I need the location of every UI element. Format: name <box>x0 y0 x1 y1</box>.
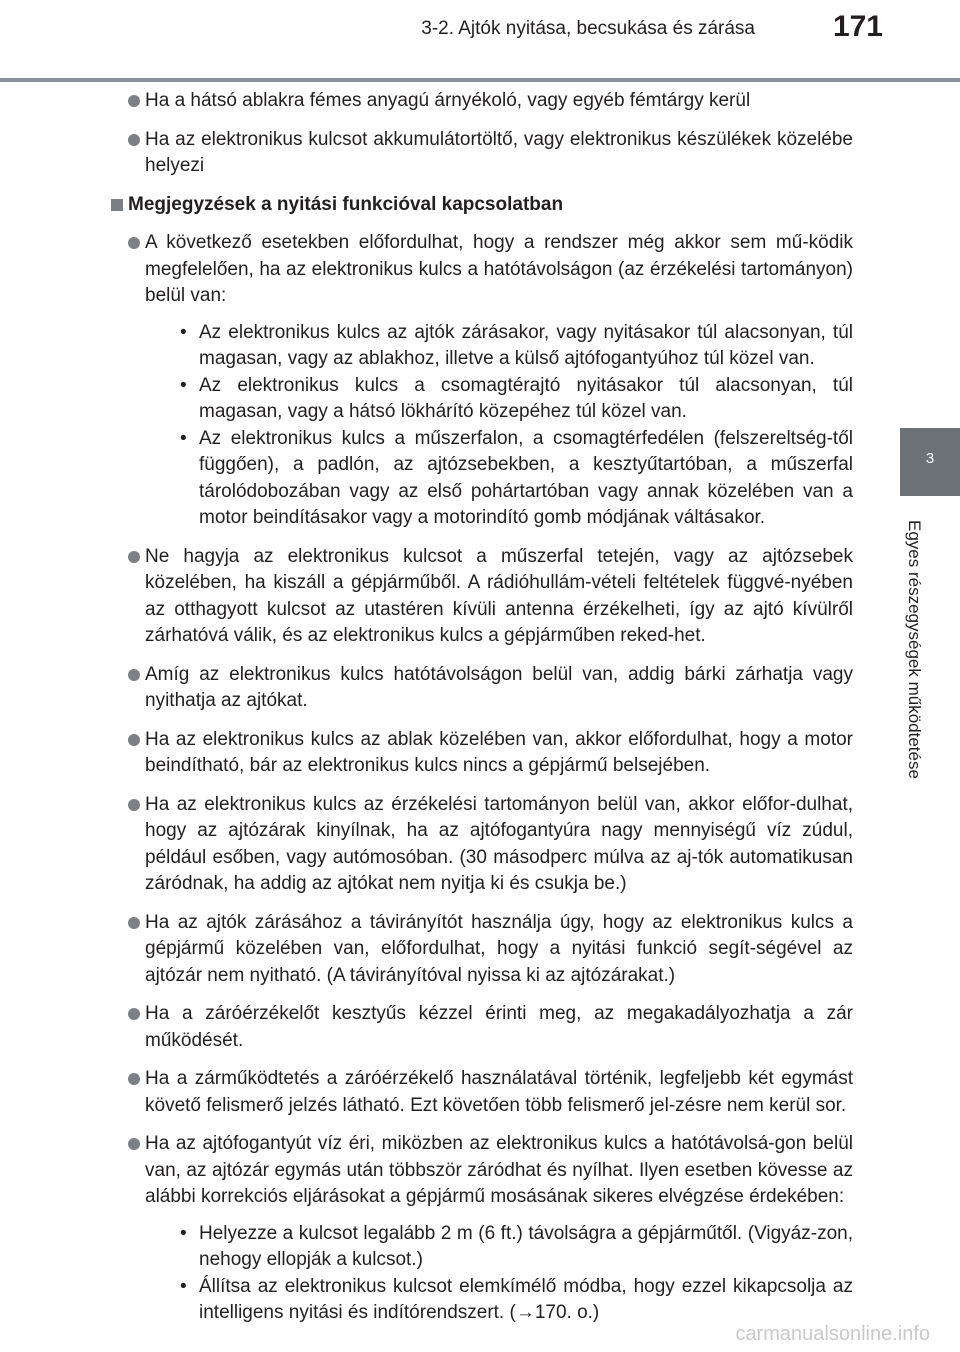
bullet-dot-icon <box>128 917 140 929</box>
sub-bullet-mark: • <box>180 1222 187 1244</box>
sub-bullet-mark: • <box>180 427 187 449</box>
sub-list <box>145 1221 853 1327</box>
list-item: Ha a zárműködtetés a záróérzékelő használatával történik, legfeljebb két egymást követő felismerő jelzés látható. Ezt követően több felismerő jel-zésre nem kerül sor. <box>110 1066 853 1119</box>
chapter-title-vertical: Egyes részegységek működtetése <box>905 520 924 779</box>
square-bullet-icon <box>111 199 123 211</box>
chapter-number: 3 <box>925 450 935 467</box>
sub-bullet-mark: • <box>180 1275 187 1297</box>
sub-list-item: • Az elektronikus kulcs az ajtók zárásakor, vagy nyitásakor túl alacsonyan, túl magasan, vagy az ablakhoz, illetve a külső ajtófogantyúhoz túl közel van. <box>180 321 853 369</box>
sub-list <box>145 320 853 532</box>
header-section-title: 3-2. Ajtók nyitása, becsukása és zárása <box>421 18 755 39</box>
bullet-dot-icon <box>128 734 140 746</box>
bullet-dot-icon <box>128 669 140 681</box>
bullet-dot-icon <box>128 1073 140 1085</box>
sub-list-item: • Az elektronikus kulcs a csomagtérajtó nyitásakor túl alacsonyan, túl magasan, vagy a hátsó lökhárító közepéhez túl közel van. <box>180 374 853 422</box>
list-item: Ha a hátsó ablakra fémes anyagú árnyékoló, vagy egyéb fémtárgy kerül <box>110 88 853 115</box>
list-item: Ne hagyja az elektronikus kulcsot a műszerfal tetején, vagy az ajtózsebek közelében, ha kiszáll a gépjárműből. A rádióhullám-vételi feltételek függvé-nyében az otthagyott kulcsot az utastéren kívüli antenna érzékelheti, így az ajtó kívülről zárhatóvá válik, és az elektronikus kulcs a gépjárműben reked-het. <box>110 544 853 650</box>
sub-list-item: • Állítsa az elektronikus kulcsot elemkímélő módba, hogy ezzel kikapcsolja az intelligens nyitási és indítórendszert. (→170. o.) <box>180 1275 853 1323</box>
bullet-dot-icon <box>128 551 140 563</box>
chapter-tab <box>900 428 960 496</box>
list-item: Amíg az elektronikus kulcs hatótávolságon belül van, addig bárki zárhatja vagy nyithatja az ajtókat. <box>110 662 853 715</box>
bullet-dot-icon <box>128 95 140 107</box>
watermark: carmanualsonline.info <box>735 1323 930 1345</box>
page-content <box>110 88 853 1339</box>
list-item: Ha az elektronikus kulcs az érzékelési tartományon belül van, akkor előfor-dulhat, hogy az ajtózárak kinyílnak, ha az ajtófogantyúra nagy mennyiségű víz zúdul, például esőben, vagy autómosóban. (30 másodperc múlva az aj-tók automatikusan záródnak, ha addig az ajtókat nem nyitja ki és csukja be.) <box>110 792 853 898</box>
bullet-dot-icon <box>128 799 140 811</box>
sub-list-item: • Helyezze a kulcsot legalább 2 m (6 ft.) távolságra a gépjárműtől. (Vigyáz-zon, nehogy ellopják a kulcsot.) <box>180 1222 853 1270</box>
list-item: Ha az elektronikus kulcsot akkumulátortöltő, vagy elektronikus készülékek közelébe helyezi <box>110 127 853 180</box>
list-item: Ha az elektronikus kulcs az ablak közelében van, akkor előfordulhat, hogy a motor beindítható, bár az elektronikus kulcs nincs a gépjármű belsejében. <box>110 727 853 780</box>
sub-bullet-mark: • <box>180 321 187 343</box>
list-item: Ha a záróérzékelőt kesztyűs kézzel érinti meg, az megakadályozhatja a zár működését. <box>110 1001 853 1054</box>
list-item: A következő esetekben előfordulhat, hogy a rendszer még akkor sem mű-ködik megfelelően, ha az elektronikus kulcs a hatótávolságon (az érzékelési tartományon) belül van: • Az elektronikus kulcs az ajtók zárásakor, vagy nyitásakor túl alacsonyan, túl magasan, vagy az ablakhoz, illetve a külső ajtófogantyúhoz túl közel van. • Az elektronikus kulcs a csomagtérajtó nyitásakor túl alacsonyan, túl magasan, vagy a hátsó lökhárító közepéhez túl közel van. • Az elektronikus kulcs a műszerfalon, a csomagtérfedélen (felszereltség-től függően), a padlón, az ajtózsebekben, a kesztyűtartóban, a műszerfal tárolódobozában vagy az első pohártartóban vagy annak közelében van a motor beindításakor vagy a motorindító gomb módjának váltásakor. <box>110 230 853 532</box>
bullet-dot-icon <box>128 1008 140 1020</box>
header-rule <box>0 78 960 82</box>
page-number: 171 <box>832 10 883 43</box>
bullet-dot-icon <box>128 237 140 249</box>
section-heading: Megjegyzések a nyitási funkcióval kapcsolatban <box>110 192 853 219</box>
bullet-dot-icon <box>128 134 140 146</box>
list-item: Ha az ajtófogantyút víz éri, miközben az elektronikus kulcs a hatótávolsá-gon belül van, az ajtózár egymás után többször záródhat és nyílhat. Ilyen esetben kövesse az alábbi korrekciós eljárásokat a gépjármű mosásának sikeres elvégzése érdekében: • Helyezze a kulcsot legalább 2 m (6 ft.) távolságra a gépjárműtől. (Vigyáz-zon, nehogy ellopják a kulcsot.) • Állítsa az elektronikus kulcsot elemkímélő módba, hogy ezzel kikapcsolja az intelligens nyitási és indítórendszert. (→170. o.) <box>110 1131 853 1327</box>
sub-list-item: • Az elektronikus kulcs a műszerfalon, a csomagtérfedélen (felszereltség-től függően), a padlón, az ajtózsebekben, a kesztyűtartóban, a műszerfal tárolódobozában vagy az első pohártartóban vagy annak közelében van a motor beindításakor vagy a motorindító gomb módjának váltásakor. <box>180 427 853 528</box>
sub-bullet-mark: • <box>180 374 187 396</box>
list-item: Ha az ajtók zárásához a távirányítót használja úgy, hogy az elektronikus kulcs a gépjármű közelében van, előfordulhat, hogy a nyitási funkció segít-ségével az ajtózár nem nyitható. (A távirányítóval nyissa ki az ajtózárakat.) <box>110 910 853 990</box>
bullet-dot-icon <box>128 1138 140 1150</box>
page-header <box>0 0 960 80</box>
